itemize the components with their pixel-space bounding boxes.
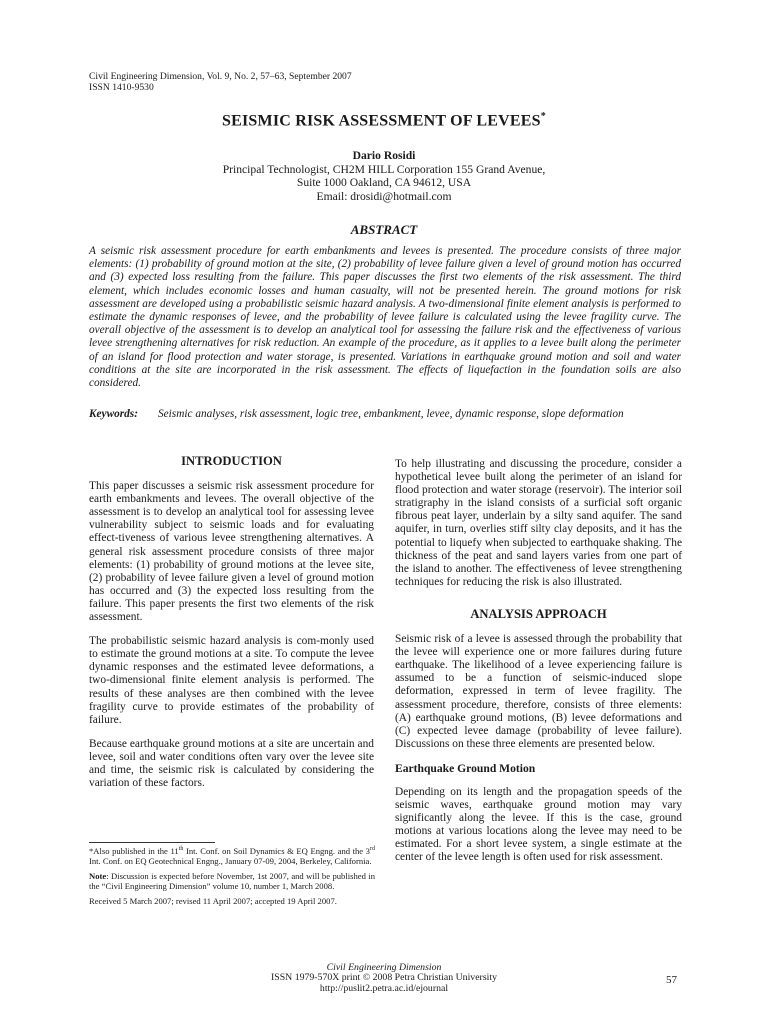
right-column [395,458,682,876]
analysis-approach-paragraph: Seismic risk of a levee is assessed through the probability that the levee will experience one or more failures during future earthquake. The likelihood of a levee experiencing failure is assumed to be a function of seismic-induced slope deformation, expressed in term of levee fragility. The assessment procedure, therefore, consists of three elements: (A) earthquake ground motions, (B) levee deformations and (C) expected levee damage (probability of levee failure). Discussions on these three elements are presented below. [395,633,682,750]
earthquake-ground-motion-paragraph: Depending on its length and the propagation speeds of the seismic waves, earthquake ground motion may vary significantly along the levee. If this is the case, ground motions at various locations along the levee may need to be estimated. For a short levee system, a single estimate at the center of the levee length is often used for risk assessment. [395,785,682,864]
footnote-publication-text-3: Int. Conf. on EQ Geotechnical Engng., January 07-09, 2004, Berkeley, California. [89,855,372,866]
introduction-paragraph-3: Because earthquake ground motions at a site are uncertain and levee, soil and water conditions often vary over the levee site and time, the seismic risk is calculated by considering the variation of these factors. [89,737,374,790]
footnote-note-label: Note [89,870,107,881]
earthquake-ground-motion-heading: Earthquake Ground Motion [395,761,536,775]
page-footer [0,963,768,994]
paper-title [0,111,768,130]
keywords-label: Keywords: [89,408,138,420]
journal-citation: Civil Engineering Dimension, Vol. 9, No. 2, 57–63, September 2007 [89,71,352,82]
footnote-received: Received 5 March 2007; revised 11 April 2007; accepted 19 April 2007. [89,895,337,906]
footnote-divider [89,842,215,843]
footnote-note [89,871,375,891]
paper-title-text: SEISMIC RISK ASSESSMENT OF LEVEES [222,112,541,130]
journal-header [89,71,352,93]
left-column [89,455,374,801]
footnote-publication-text-2: Int. Conf. on Soil Dynamics & EQ Engng. and the 3 [183,845,370,856]
footnotes [89,844,375,911]
footnote-sup-2: rd [369,846,375,852]
author-email: Email: drosidi@hotmail.com [316,189,452,203]
footnote-publication-text-1: *Also published in the 11 [89,845,179,856]
introduction-paragraph-2: The probabilistic seismic hazard analysis is com-monly used to estimate the ground motions at a site. To compute the levee dynamic responses and the estimated levee deformations, a two-dimensional finite element analysis is performed. The results of these analyses are then combined with the levee fragility curve to provide estimates of the probability of failure. [89,635,374,726]
author-block [0,149,768,203]
footer-issn: ISSN 1979-570X print © 2008 Petra Christian University [271,972,497,984]
footnote-sup-1: th [178,846,184,852]
introduction-paragraph-1: This paper discusses a seismic risk assessment procedure for earth embankments and levees. The overall objective of the assessment is to develop an analytical tool for assessing levee vulnerability subject to seismic loads and for evaluating effect-tiveness of various levee strengthening alternatives. A general risk assessment procedure consists of three major elements: (1) probability of ground motions at the levee site, (2) probability of levee failure given a level of ground motion has occurred and (3) the expected loss resulting from the failure. This paper presents the first two elements of the risk assessment. [89,480,374,624]
footer-journal-name: Civil Engineering Dimension [326,962,442,973]
analysis-approach-heading: ANALYSIS APPROACH [470,606,607,621]
author-affiliation-line-2: Suite 1000 Oakland, CA 94612, USA [296,176,472,190]
abstract-text: A seismic risk assessment procedure for earth embankments and levees is presented. The procedure consists of three major elements: (1) probability of ground motion at the site, (2) probability of levee failure given a level of ground motion has occurred and (3) expected loss resulting from the failure. This paper discusses the first two elements of the risk assessment. The third element, which includes economic losses and human casualty, will not be presented herein. The ground motions for risk assessment are developed using a probabilistic seismic hazard analysis. A two-dimensional finite element analysis is performed to estimate the dynamic responses of levee, and the probability of levee failure is calculated using the levee fragility curve. The overall objective of the assessment is to develop an analytical tool for assessing the failure risk and the effectiveness of various levee strengthening alternatives for risk reduction. An example of the procedure, as it applies to a levee built along the perimeter of an island for flood protection and water storage, is presented. Variations in earthquake ground motion and soil and water conditions at the site are incorporated in the risk assessment. The effects of liquefaction in the foundation soils are also considered. [89,245,681,390]
procedure-paragraph: To help illustrating and discussing the procedure, consider a hypothetical levee built along the perimeter of an island for flood protection and water storage (reservoir). The interior soil stratigraphy in the island consists of a surficial soft organic fibrous peat layer, underlain by a silty sand aquifer. The sand aquifer, in turn, overlies stiff silty clay deposits, and it has the potential to liquefy when subjected to earthquake shaking. The thickness of the peat and sand layers varies from one part of the island to another. The effectiveness of levee strengthening techniques for reducing the risk is also illustrated. [395,458,682,588]
footnote-note-text: : Discussion is expected before November, 1st 2007, and will be published in the “Civil Engineering Dimension” volume 10, number 1, March 2008. [89,870,375,891]
page-number: 57 [666,974,677,986]
author-affiliation-line-1: Principal Technologist, CH2M HILL Corporation 155 Grand Avenue, [222,162,546,176]
journal-issn: ISSN 1410-9530 [89,82,154,93]
author-name: Dario Rosidi [352,149,416,162]
keywords-block [89,408,681,421]
keywords-text: Seismic analyses, risk assessment, logic tree, embankment, levee, dynamic response, slope deformation [158,408,624,420]
title-footnote-mark: * [540,111,546,122]
introduction-heading: INTRODUCTION [181,454,282,468]
footnote-publication [89,844,375,866]
footer-url: http://puslit2.petra.ac.id/ejournal [319,982,449,994]
abstract-heading: ABSTRACT [350,222,418,237]
